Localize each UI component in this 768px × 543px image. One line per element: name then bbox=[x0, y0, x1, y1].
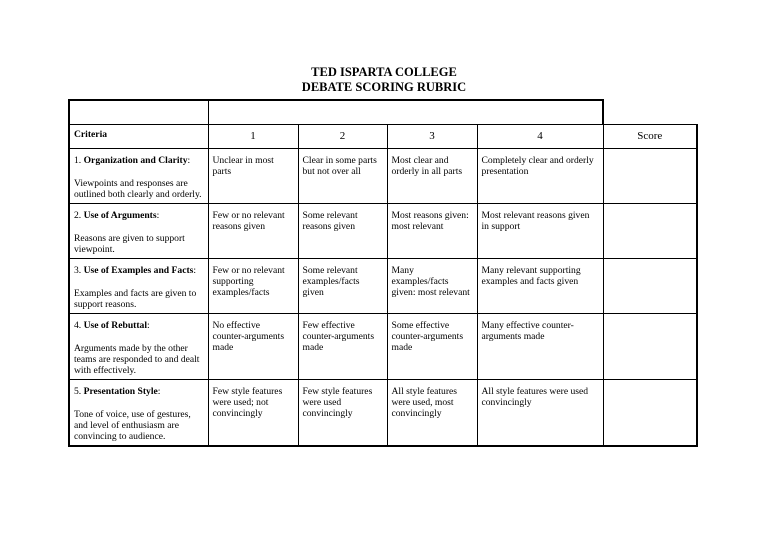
criterion-description: Tone of voice, use of gestures, and level of enthusiasm are convincing to audience. bbox=[74, 408, 191, 442]
level-4-cell: All style features were used convincingly bbox=[477, 379, 603, 446]
score-cell[interactable] bbox=[603, 313, 697, 379]
criterion-cell: 4. Use of Rebuttal: Arguments made by the other teams are responded to and dealt with effectively. bbox=[69, 313, 208, 379]
criterion-cell: 2. Use of Arguments: Reasons are given to support viewpoint. bbox=[69, 203, 208, 258]
level-2-cell: Some relevant reasons given bbox=[298, 203, 387, 258]
table-row bbox=[69, 203, 697, 258]
level-4-cell: Many effective counter-arguments made bbox=[477, 313, 603, 379]
table-row bbox=[69, 148, 697, 203]
level-3-cell: All style features were used, most convincingly bbox=[387, 379, 477, 446]
criterion-name: Presentation Style bbox=[83, 385, 158, 397]
blank-merged-cell bbox=[208, 100, 603, 124]
level-header-1: 1 bbox=[208, 124, 298, 148]
criterion-description: Reasons are given to support viewpoint. bbox=[74, 232, 185, 255]
level-2-cell: Clear in some parts but not over all bbox=[298, 148, 387, 203]
level-4-cell: Many relevant supporting examples and facts given bbox=[477, 258, 603, 313]
level-2-cell: Few style features were used convincingly bbox=[298, 379, 387, 446]
document-title bbox=[0, 65, 768, 95]
level-3-cell: Most reasons given: most relevant bbox=[387, 203, 477, 258]
score-cell[interactable] bbox=[603, 379, 697, 446]
level-1-cell: Few style features were used; not convincingly bbox=[208, 379, 298, 446]
criterion-description: Arguments made by the other teams are responded to and dealt with effectively. bbox=[74, 342, 200, 376]
blank-top-row bbox=[69, 100, 697, 124]
level-1-cell: Few or no relevant reasons given bbox=[208, 203, 298, 258]
rubric-title: DEBATE SCORING RUBRIC bbox=[301, 80, 467, 94]
criteria-header: Criteria bbox=[69, 124, 208, 148]
level-1-cell: Unclear in most parts bbox=[208, 148, 298, 203]
score-cell[interactable] bbox=[603, 258, 697, 313]
level-2-cell: Some relevant examples/facts given bbox=[298, 258, 387, 313]
criterion-cell: 5. Presentation Style: Tone of voice, use of gestures, and level of enthusiasm are convincing to audience. bbox=[69, 379, 208, 446]
table-row bbox=[69, 313, 697, 379]
criterion-description: Viewpoints and responses are outlined both clearly and orderly. bbox=[74, 177, 202, 200]
level-header-4: 4 bbox=[477, 124, 603, 148]
score-cell[interactable] bbox=[603, 203, 697, 258]
score-header: Score bbox=[603, 124, 697, 148]
level-header-3: 3 bbox=[387, 124, 477, 148]
level-3-cell: Most clear and orderly in all parts bbox=[387, 148, 477, 203]
score-cell[interactable] bbox=[603, 148, 697, 203]
blank-score-cell bbox=[603, 100, 697, 124]
criterion-cell: 3. Use of Examples and Facts: Examples and facts are given to support reasons. bbox=[69, 258, 208, 313]
criterion-description: Examples and facts are given to support reasons. bbox=[74, 287, 197, 310]
level-2-cell: Few effective counter-arguments made bbox=[298, 313, 387, 379]
level-header-2: 2 bbox=[298, 124, 387, 148]
blank-cell bbox=[69, 100, 208, 124]
level-3-cell: Some effective counter-arguments made bbox=[387, 313, 477, 379]
header-row bbox=[69, 124, 697, 148]
rubric-table bbox=[68, 99, 698, 447]
criterion-name: Organization and Clarity bbox=[83, 154, 188, 166]
level-1-cell: No effective counter-arguments made bbox=[208, 313, 298, 379]
criterion-cell: 1. Organization and Clarity: Viewpoints and responses are outlined both clearly and orderly. bbox=[69, 148, 208, 203]
level-1-cell: Few or no relevant supporting examples/facts bbox=[208, 258, 298, 313]
criterion-name: Use of Rebuttal bbox=[83, 319, 148, 331]
level-4-cell: Completely clear and orderly presentation bbox=[477, 148, 603, 203]
criterion-name: Use of Examples and Facts bbox=[83, 264, 194, 276]
criterion-name: Use of Arguments bbox=[83, 209, 157, 221]
table-row bbox=[69, 258, 697, 313]
level-4-cell: Most relevant reasons given in support bbox=[477, 203, 603, 258]
table-row bbox=[69, 379, 697, 446]
level-3-cell: Many examples/facts given: most relevant bbox=[387, 258, 477, 313]
college-name: TED ISPARTA COLLEGE bbox=[311, 65, 457, 79]
